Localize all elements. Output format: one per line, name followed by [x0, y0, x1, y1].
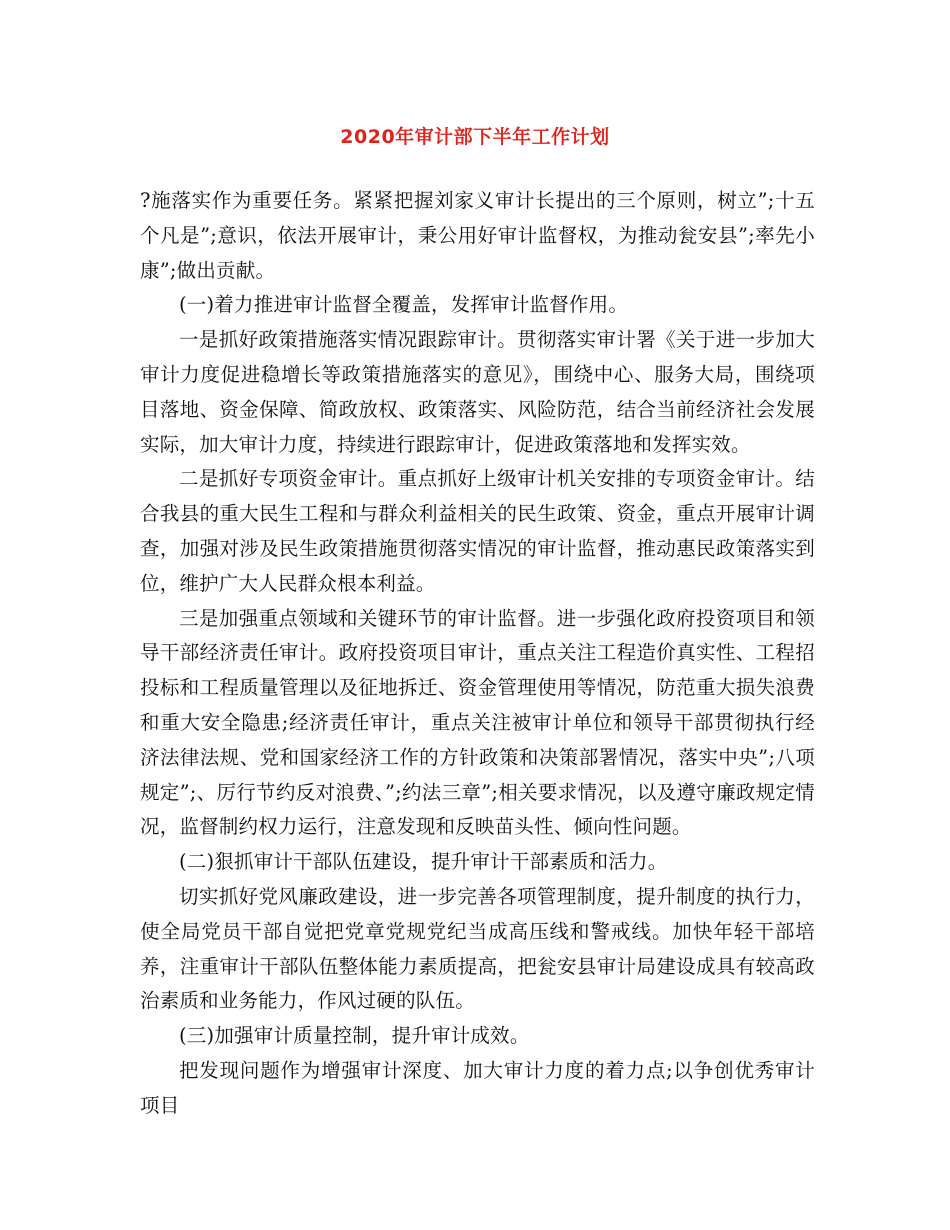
- paragraph-policy-audit: 一是抓好政策措施落实情况跟踪审计。贯彻落实审计署《关于进一步加大审计力度促进稳增长等政策措施落实的意见》，围绕中心、服务大局，围绕项目落地、资金保障、简政放权、政策落实、风险防范，结合当前经济社会发展实际，加大审计力度，持续进行跟踪审计，促进政策落地和发挥实效。: [140, 328, 815, 456]
- section-heading-2: (二)狠抓审计干部队伍建设，提升审计干部素质和活力。: [179, 850, 668, 874]
- section-heading-1: (一)着力推进审计监督全覆盖，发挥审计监督作用。: [179, 293, 629, 317]
- paragraph-key-areas-audit: 三是加强重点领域和关键环节的审计监督。进一步强化政府投资项目和领导干部经济责任审计。政府投资项目审计，重点关注工程造价真实性、工程招投标和工程质量管理以及征地拆迁、资金管理使用等情况，防范重大损失浪费和重大安全隐患;经济责任审计，重点关注被审计单位和领导干部贯彻执行经济法律法规、党和国家经济工作的方针政策和决策部署情况，落实中央”;八项规定”;、厉行节约反对浪费、”;约法三章”;相关要求情况，以及遵守廉政规定情况，监督制约权力运行，注意发现和反映苗头性、倾向性问题。: [140, 606, 815, 839]
- paragraph-team-building: 切实抓好党风廉政建设，进一步完善各项管理制度，提升制度的执行力，使全局党员干部自觉把党章党规党纪当成高压线和警戒线。加快年轻干部培养，注重审计干部队伍整体能力素质提高，把瓮安县审计局建设成具有较高政治素质和业务能力，作风过硬的队伍。: [140, 884, 815, 1013]
- document-title: 2020年审计部下半年工作计划: [340, 126, 610, 148]
- paragraph-quality-control: 把发现问题作为增强审计深度、加大审计力度的着力点;以争创优秀审计项目: [140, 1058, 815, 1117]
- paragraph-intro: ?施落实作为重要任务。紧紧把握刘家义审计长提出的三个原则，树立”;十五个凡是”;意识，依法开展审计，秉公用好审计监督权，为推动瓮安县”;率先小康”;做出贡献。: [140, 189, 815, 282]
- paragraph-special-funds-audit: 二是抓好专项资金审计。重点抓好上级审计机关安排的专项资金审计。结合我县的重大民生工程和与群众利益相关的民生政策、资金，重点开展审计调查，加强对涉及民生政策措施贯彻落实情况的审计监督，推动惠民政策落实到位，维护广大人民群众根本利益。: [140, 467, 815, 595]
- document-body: [140, 184, 815, 1124]
- section-heading-3: (三)加强审计质量控制，提升审计成效。: [179, 1024, 530, 1048]
